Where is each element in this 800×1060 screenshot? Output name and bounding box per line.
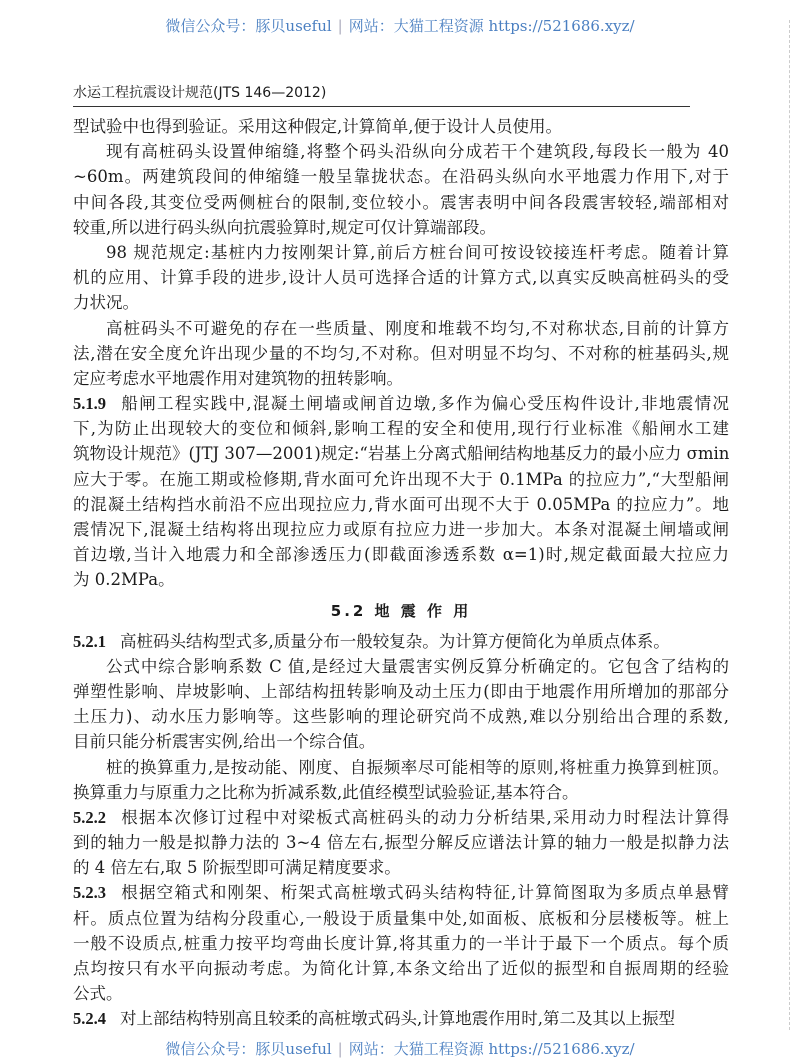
watermark-left: 微信公众号：豚贝useful (165, 17, 332, 35)
line-text: 换算重力与原重力之比称为折减系数,此值经模型试验验证,基本符合。 (73, 782, 579, 802)
line-text: 的混凝土结构挡水前沿不应出现拉应力,背水面可出现不大于 0.05MPa 的拉应力”。地 (73, 494, 729, 514)
paragraph (73, 755, 729, 805)
text-line (73, 265, 729, 290)
line-text: 高桩码头结构型式多,质量分布一般较复杂。为计算方便简化为单质点体系。 (120, 631, 670, 651)
clause-5-2-1 (73, 629, 729, 654)
running-header (73, 82, 690, 107)
text-line (73, 906, 729, 931)
text-line (73, 366, 729, 391)
line-text: 船闸工程实践中,混凝土闸墙或闸首边墩,多作为偏心受压构件设计,非地震情况 (120, 394, 729, 414)
text-line (73, 931, 729, 956)
watermark-separator: | (337, 1040, 343, 1058)
line-text: 目前只能分析震害实例,给出一个综合值。 (73, 732, 376, 752)
section-5-2-text (73, 629, 729, 1032)
text-line (73, 215, 729, 240)
line-text: 弹塑性影响、岸坡影响、上部结构扭转影响及动土压力(即由于地震作用所增加的那部分 (73, 681, 729, 701)
text-line (73, 729, 729, 754)
header-title: 水运工程抗震设计规范(JTS 146—2012) (73, 85, 327, 101)
line-text: 根据本次修订过程中对梁板式高桩码头的动力分析结果,采用动力时程法计算得 (120, 807, 729, 827)
watermark-right: 网站：大猫工程资源 https://521686.xyz/ (348, 1040, 635, 1058)
line-text: ~60m。两建筑段间的伸缩缝一般呈靠拢状态。在沿码头纵向水平地震力作用下,对于 (73, 167, 729, 187)
text-line (73, 704, 729, 729)
line-text: 到的轴力一般是拟静力法的 3~4 倍左右,振型分解反应谱法计算的轴力一般是拟静力法 (73, 833, 729, 853)
text-line (73, 780, 729, 805)
line-text: 首边墩,当计入地震力和全部渗透压力(即截面渗透系数 α=1)时,规定截面最大拉应力 (73, 545, 729, 565)
line-text: 力状况。 (73, 293, 139, 313)
line-text: 公式。 (73, 984, 123, 1004)
watermark-bottom (0, 1040, 800, 1058)
line-text: 公式中综合影响系数 C 值,是经过大量震害实例反算分析确定的。它包含了结构的 (106, 656, 729, 676)
text-line (73, 880, 729, 905)
line-text: 型试验中也得到验证。采用这种假定,计算简单,便于设计人员使用。 (73, 117, 562, 136)
line-text: 杆。质点位置为结构分段重心,一般设于质量集中处,如面板、底板和分层楼板等。桩上 (73, 908, 729, 928)
text-line (73, 654, 729, 679)
clause-5-2-2 (73, 805, 729, 881)
text-line (73, 755, 729, 780)
line-text: 应大于零。在施工期或检修期,背水面可允许出现不大于 0.1MPa 的拉应力”,“大型船闸 (73, 469, 729, 489)
paragraph (73, 654, 729, 755)
section-heading: 5.2 地 震 作 用 (330, 601, 472, 620)
text-line (73, 190, 729, 215)
section-5-1-text (73, 114, 729, 593)
line-text: 现有高桩码头设置伸缩缝,将整个码头沿纵向分成若干个建筑段,每段长一般为 40 (106, 142, 729, 162)
text-line (73, 855, 729, 880)
paragraph (73, 240, 729, 316)
text-line (73, 164, 729, 189)
line-text: 高桩码头不可避免的存在一些质量、刚度和堆载不均匀,不对称状态,目前的计算方 (106, 318, 729, 338)
watermark-separator: | (337, 17, 343, 35)
line-text: 下,为防止出现较大的变位和倾斜,影响工程的安全和使用,现行行业标准《船闸水工建 (73, 419, 729, 439)
text-line (73, 1006, 729, 1031)
clause-number: 5.2.3 (73, 883, 106, 903)
line-text: 震情况下,混凝土结构将出现拉应力或原有拉应力进一步加大。本条对混凝土闸墙或闸 (73, 520, 729, 539)
line-text: 一般不设质点,桩重力按平均弯曲长度计算,将其重力的一半计于最下一个质点。每个质 (73, 933, 729, 953)
line-text: 对上部结构特别高且较柔的高桩墩式码头,计算地震作用时,第二及其以上振型 (120, 1009, 675, 1029)
text-line (73, 139, 729, 164)
line-text: 定应考虑水平地震作用对建筑物的扭转影响。 (73, 368, 403, 388)
text-line (73, 567, 729, 592)
text-line (73, 542, 729, 567)
text-line (73, 517, 729, 542)
paragraph (73, 114, 729, 139)
paragraph (73, 139, 729, 240)
text-line (73, 416, 729, 441)
line-text: 根据空箱式和刚架、桁架式高桩墩式码头结构特征,计算简图取为多质点单悬臂 (120, 883, 729, 903)
page-body (73, 114, 729, 1032)
watermark-left: 微信公众号：豚贝useful (165, 1040, 332, 1058)
text-line (73, 956, 729, 981)
line-text: 筑物设计规范》(JTJ 307—2001)规定:“岩基上分离式船闸结构地基反力的最小应力 σmin (73, 444, 729, 464)
clause-5-2-3 (73, 880, 729, 1006)
text-line (73, 805, 729, 830)
clause-number: 5.2.4 (73, 1009, 106, 1029)
line-text: 较重,所以进行码头纵向抗震验算时,规定可仅计算端部段。 (73, 217, 496, 237)
text-line (73, 830, 729, 855)
watermark-top (0, 17, 800, 35)
line-text: 的 4 倍左右,取 5 阶振型即可满足精度要求。 (73, 858, 401, 878)
clause-number: 5.2.2 (73, 807, 106, 827)
text-line (73, 341, 729, 366)
clause-5-2-4 (73, 1006, 729, 1031)
text-line (73, 679, 729, 704)
paragraph (73, 316, 729, 392)
text-line (73, 114, 729, 139)
line-text: 桩的换算重力,是按动能、刚度、自振频率尽可能相等的原则,将桩重力换算到桩顶。 (106, 757, 729, 777)
text-line (73, 240, 729, 265)
text-line (73, 981, 729, 1006)
text-line (73, 391, 729, 416)
text-line (73, 492, 729, 517)
line-text: 点均按只有水平向振动考虑。为简化计算,本条文给出了近似的振型和自振周期的经验 (73, 959, 729, 978)
text-line (73, 316, 729, 341)
text-line (73, 290, 729, 315)
line-text: 机的应用、计算手段的进步,设计人员可选择合适的计算方式,以真实反映高桩码头的受 (73, 268, 729, 288)
line-text: 为 0.2MPa。 (73, 570, 175, 590)
text-line (73, 629, 729, 654)
text-line (73, 467, 729, 492)
watermark-right: 网站：大猫工程资源 https://521686.xyz/ (348, 17, 635, 35)
clause-5-1-9 (73, 391, 729, 593)
text-line (73, 441, 729, 466)
line-text: 中间各段,其变位受两侧桩台的限制,变位较小。震害表明中间各段震害较轻,端部相对 (73, 192, 729, 212)
line-text: 土压力)、动水压力影响等。这些影响的理论研究尚不成熟,难以分别给出合理的系数, (73, 707, 729, 727)
line-text: 98 规范规定:基桩内力按刚架计算,前后方桩台间可按设铰接连杆考虑。随着计算 (106, 242, 729, 262)
line-text: 法,潜在安全度允许出现少量的不均匀,不对称。但对明显不均匀、不对称的桩基码头,规 (73, 343, 729, 363)
page-edge (788, 20, 790, 1030)
clause-number: 5.1.9 (73, 394, 106, 414)
clause-number: 5.2.1 (73, 631, 106, 651)
